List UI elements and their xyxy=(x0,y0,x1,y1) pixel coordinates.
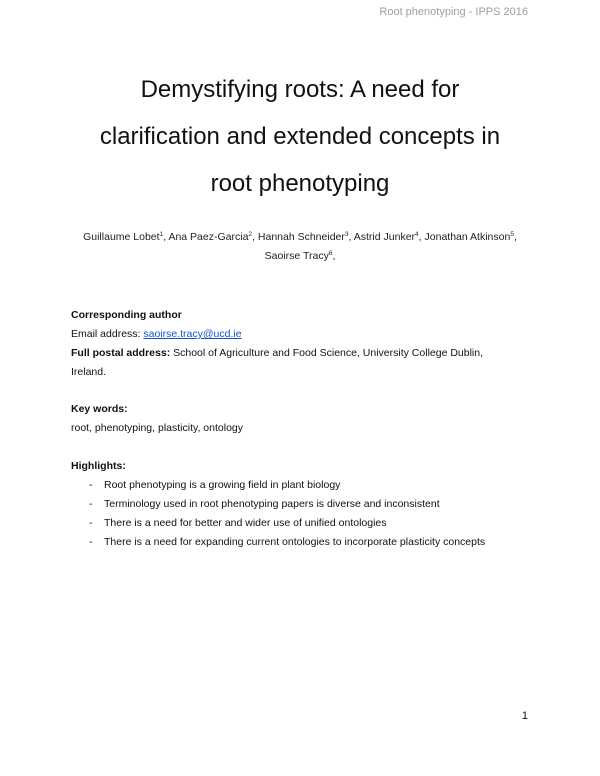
affiliation-marker: 2 xyxy=(248,231,253,238)
page-number: 1 xyxy=(521,710,528,722)
list-item xyxy=(71,533,531,552)
author xyxy=(265,250,336,262)
paper-title xyxy=(0,66,600,207)
postal-address-line-2: Ireland. xyxy=(71,366,107,378)
author-separator: , xyxy=(252,231,258,243)
highlight-text: There is a need for expanding current ontologies to incorporate plasticity concepts xyxy=(104,536,486,548)
title-line-2: clarification and extended concepts in xyxy=(99,123,501,150)
keywords-heading: Key words: xyxy=(71,403,128,415)
affiliation-marker: 1 xyxy=(159,231,164,238)
list-item xyxy=(71,476,531,495)
bullet-dash: - xyxy=(89,479,93,491)
author-list xyxy=(50,228,550,266)
keywords-text: root, phenotyping, plasticity, ontology xyxy=(71,422,243,434)
postal-address-label: Full postal address: xyxy=(71,347,171,359)
author-name: Ana Paez-Garcia xyxy=(168,231,249,243)
author xyxy=(83,231,168,243)
author-separator: , xyxy=(513,231,517,243)
highlight-text: There is a need for better and wider use of unified ontologies xyxy=(104,517,387,529)
author-name: Saoirse Tracy xyxy=(264,250,329,262)
author xyxy=(168,231,257,243)
affiliation-marker: 5 xyxy=(510,231,514,238)
list-item xyxy=(71,495,531,514)
author-separator: , xyxy=(348,231,354,243)
list-item xyxy=(71,514,531,533)
affiliation-marker: 6 xyxy=(328,250,333,257)
highlights-list xyxy=(71,476,531,552)
highlights-section xyxy=(71,457,531,552)
postal-address xyxy=(71,344,531,363)
highlights-heading: Highlights: xyxy=(71,460,126,472)
email-link[interactable]: saoirse.tracy@ucd.ie xyxy=(143,328,242,340)
author xyxy=(425,231,517,243)
author-name: Hannah Schneider xyxy=(257,231,345,243)
author xyxy=(354,231,425,243)
affiliation-marker: 4 xyxy=(415,231,419,238)
email-line xyxy=(71,325,531,344)
affiliation-marker: 3 xyxy=(344,231,349,238)
highlight-text: Root phenotyping is a growing field in plant biology xyxy=(104,479,341,491)
running-header: Root phenotyping - IPPS 2016 xyxy=(379,6,528,18)
author-separator: , xyxy=(332,250,336,262)
author-separator: , xyxy=(418,231,425,243)
author-separator: , xyxy=(163,231,169,243)
bullet-dash: - xyxy=(89,498,93,510)
author-name: Jonathan Atkinson xyxy=(424,231,511,243)
author-name: Astrid Junker xyxy=(353,231,416,243)
title-line-1: Demystifying roots: A need for xyxy=(140,76,460,103)
title-line-3: root phenotyping xyxy=(210,170,390,197)
keywords-section xyxy=(71,400,531,438)
bullet-dash: - xyxy=(89,517,93,529)
author-name: Guillaume Lobet xyxy=(83,231,160,243)
bullet-dash: - xyxy=(89,536,93,548)
postal-address-line-1: School of Agriculture and Food Science, University College Dublin, xyxy=(170,347,484,359)
author xyxy=(258,231,354,243)
highlight-text: Terminology used in root phenotyping papers is diverse and inconsistent xyxy=(104,498,440,510)
email-label: Email address: xyxy=(71,328,144,340)
corresponding-author-section xyxy=(71,306,531,382)
corresponding-author-heading: Corresponding author xyxy=(71,309,182,321)
